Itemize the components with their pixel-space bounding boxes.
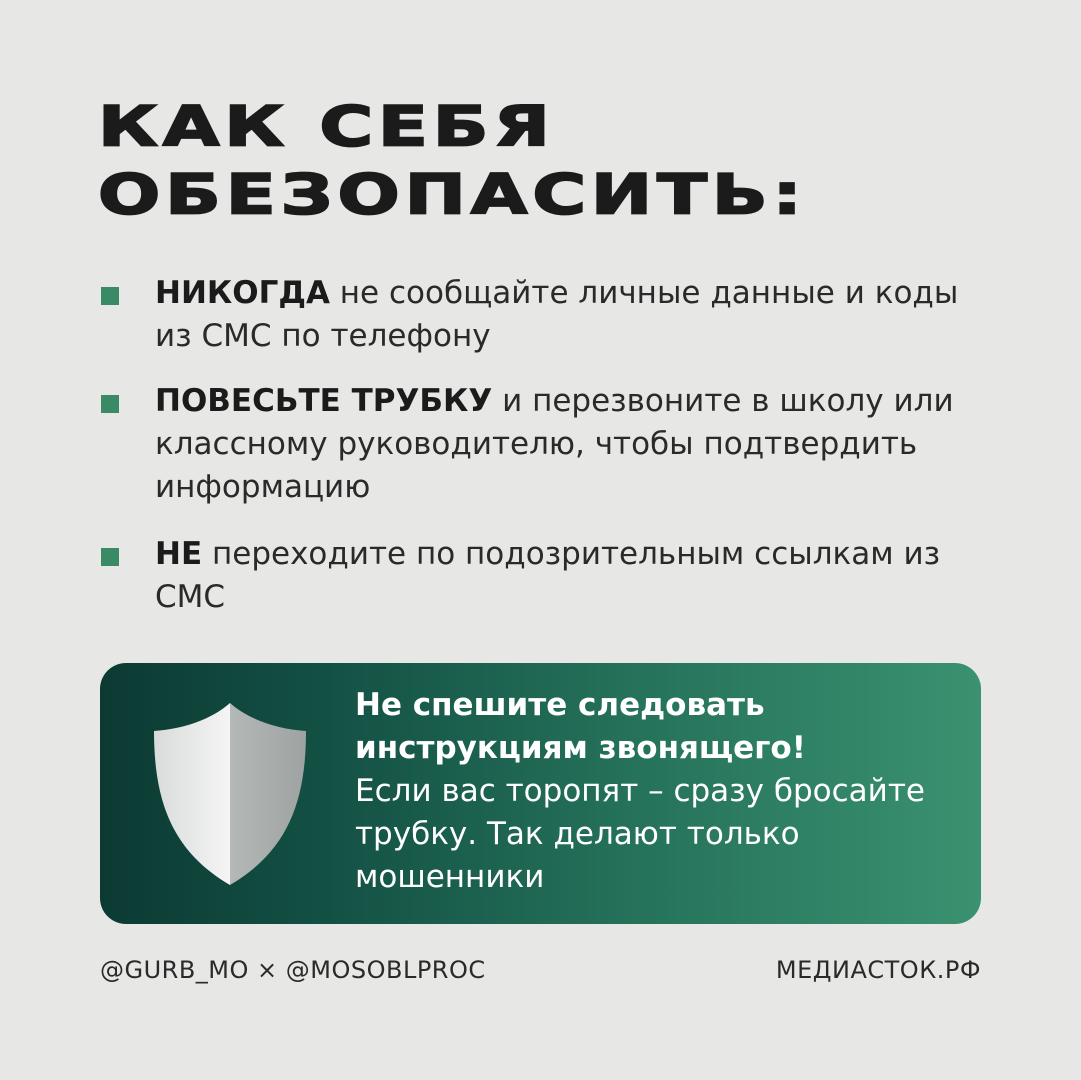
tip-text: не сообщайте личные данные и коды из СМС по телефону	[155, 275, 959, 354]
social-handles: @GURB_MO × @MOSOBLPROC	[100, 956, 486, 984]
tip-emphasis: НИКОГДА	[155, 275, 330, 311]
shield-icon	[152, 701, 308, 887]
tip-item-never-share	[100, 272, 980, 358]
tip-item-no-links	[100, 533, 980, 619]
bullet-square-icon	[101, 548, 119, 566]
tip-emphasis: НЕ	[155, 536, 203, 572]
page-title	[98, 93, 998, 229]
site-link[interactable]: МЕДИАСТОК.РФ	[775, 956, 981, 984]
tip-emphasis: ПОВЕСЬТЕ ТРУБКУ	[155, 383, 493, 419]
tip-text: и перезвоните в школу или классному руководителю, чтобы подтвердить информацию	[155, 383, 954, 505]
tips-list	[100, 272, 980, 641]
title-line-1: КАК СЕБЯ	[98, 94, 555, 160]
warning-text	[355, 684, 955, 899]
bullet-square-icon	[101, 395, 119, 413]
warning-heading: Не спешите следовать инструкциям звонящего!	[355, 687, 806, 766]
bullet-square-icon	[101, 287, 119, 305]
warning-body: Если вас торопят – сразу бросайте трубку. Так делают только мошенники	[355, 773, 925, 895]
tip-text: переходите по подозрительным ссылкам из СМС	[155, 536, 941, 615]
tip-item-hang-up	[100, 380, 980, 509]
warning-card	[100, 663, 981, 924]
title-line-2: ОБЕЗОПАСИТЬ:	[98, 162, 807, 228]
